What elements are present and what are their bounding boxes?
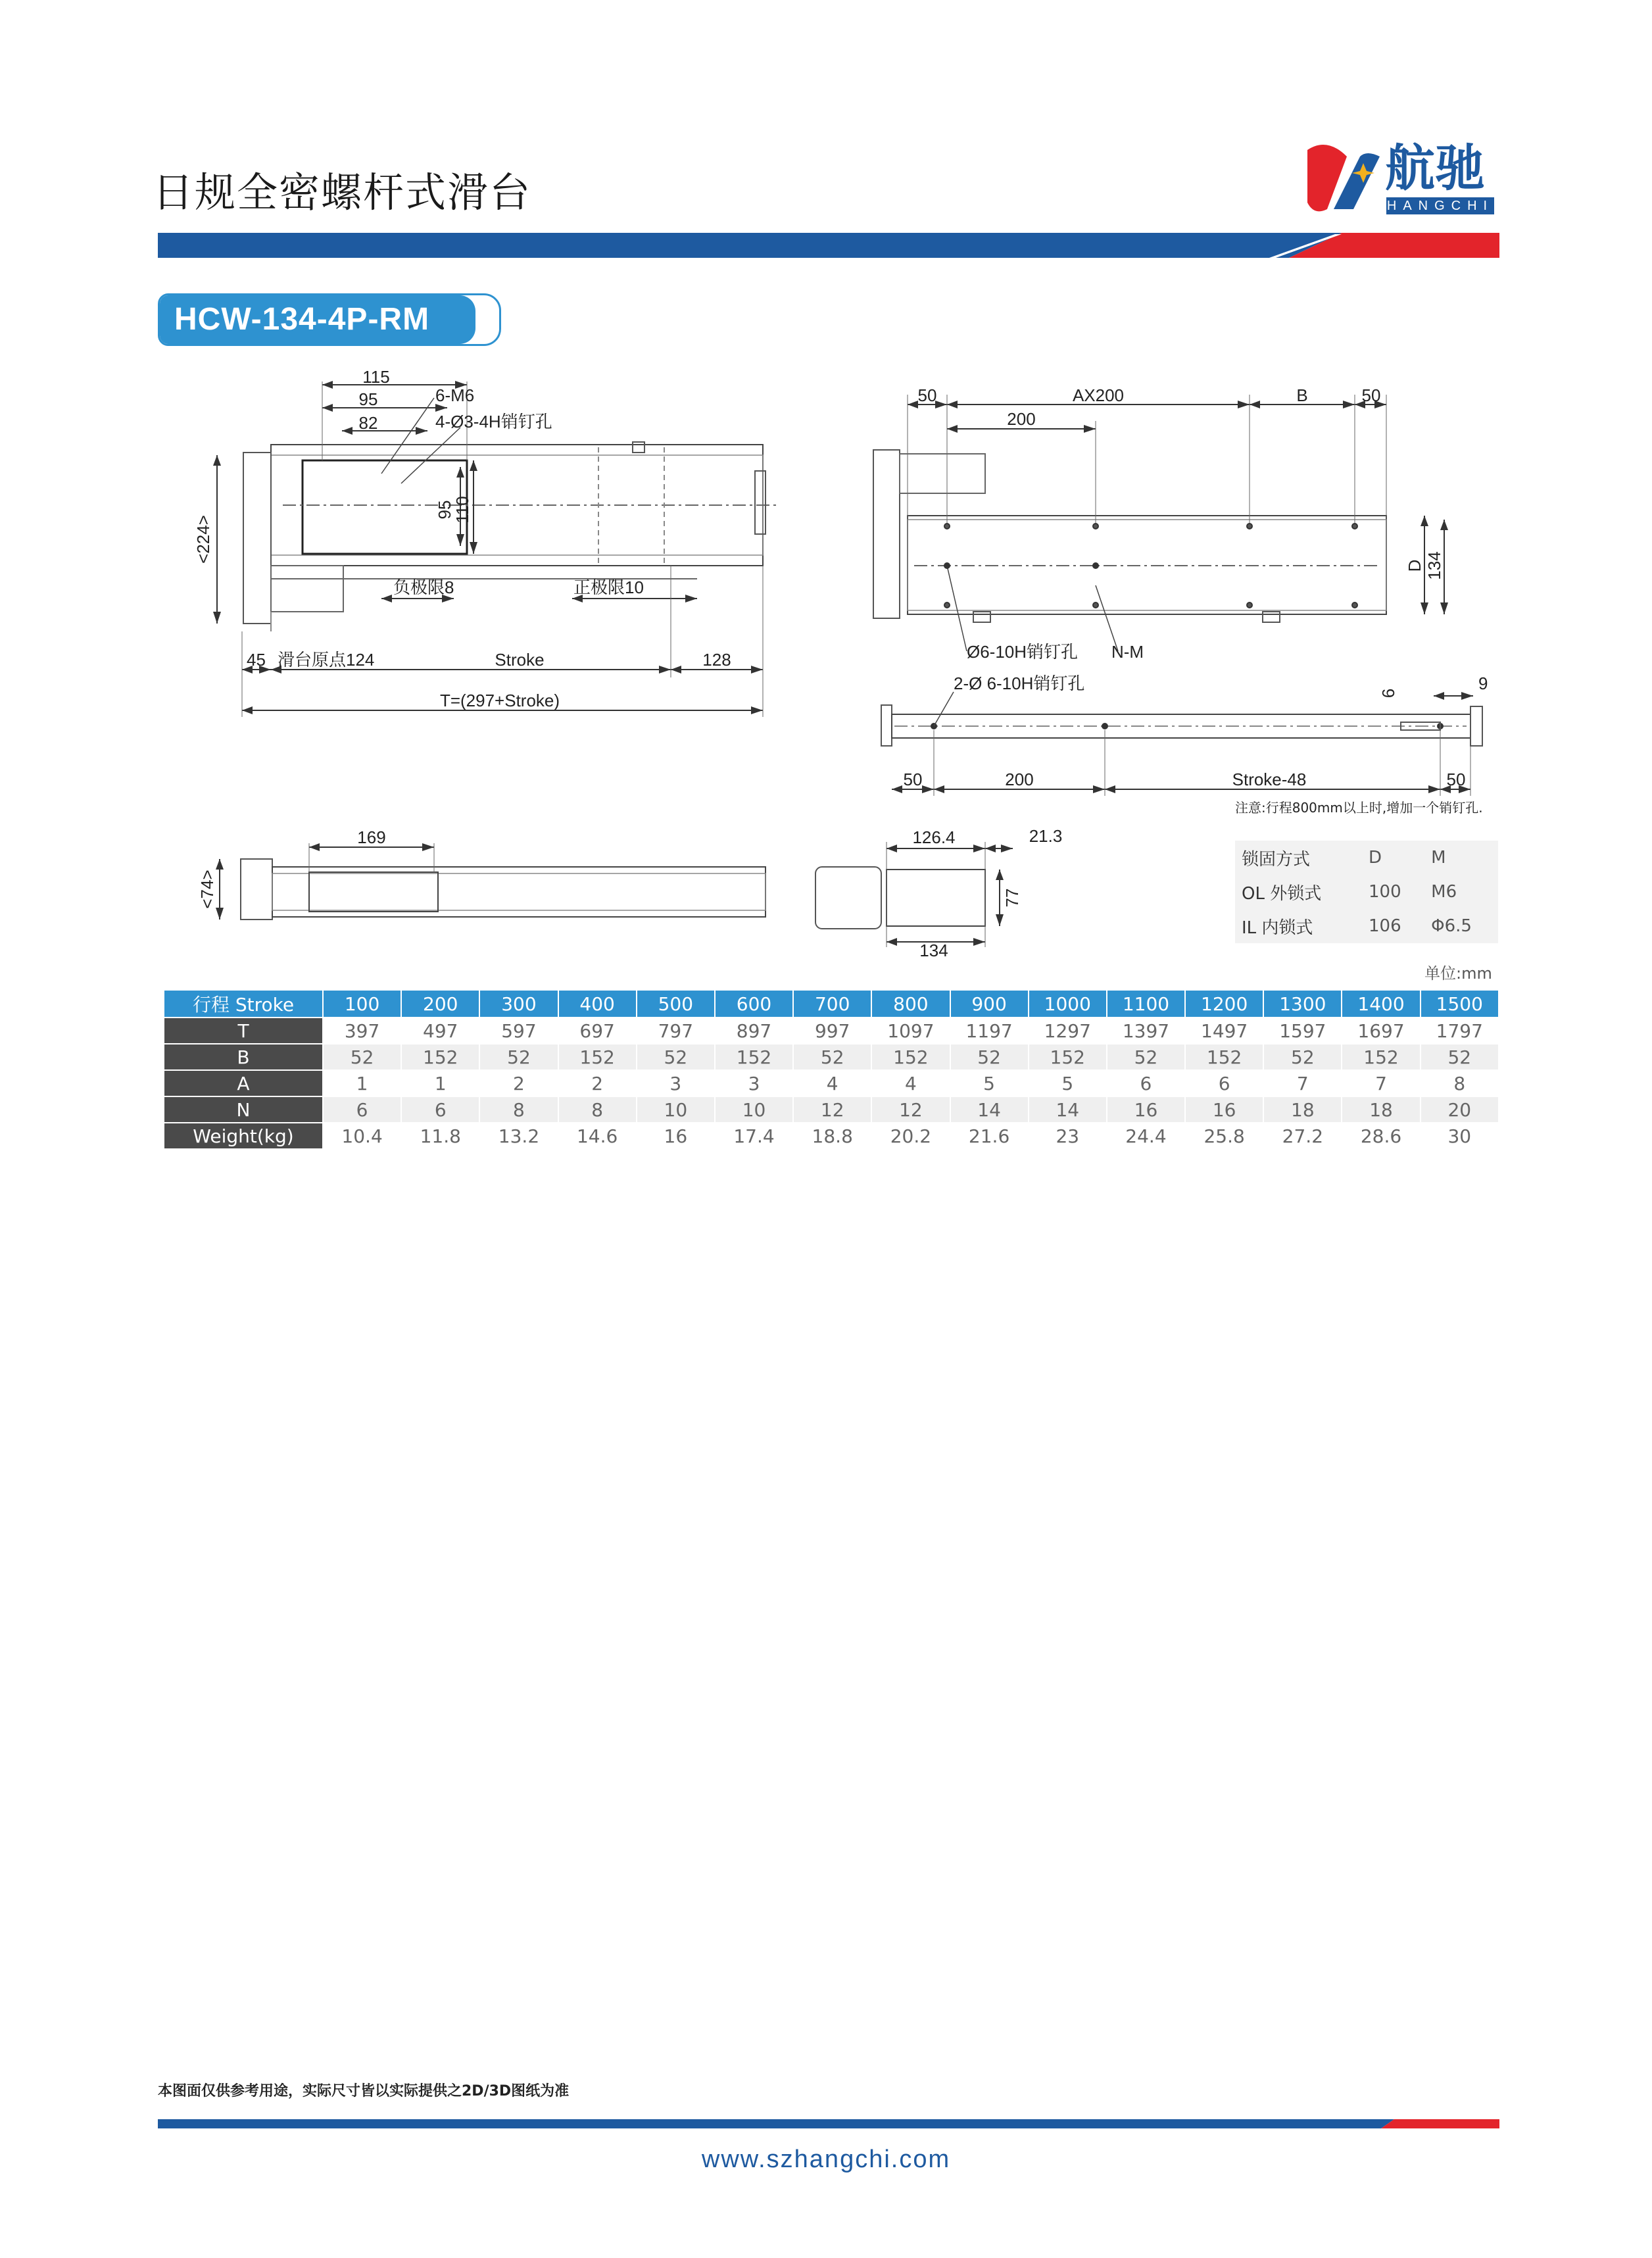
spec-value-cell: 997: [793, 1018, 871, 1044]
spec-row: [164, 1070, 1499, 1096]
spec-stroke-cell: 900: [950, 991, 1029, 1018]
spec-value-cell: 152: [715, 1044, 793, 1070]
spec-value-cell: 897: [715, 1018, 793, 1044]
spec-value-cell: 24.4: [1107, 1123, 1185, 1149]
spec-value-cell: 52: [637, 1044, 715, 1070]
spec-stroke-cell: 1400: [1342, 991, 1420, 1018]
lock-cell: Φ6.5: [1431, 916, 1472, 936]
end-view-drawing: [815, 842, 1013, 947]
front-view-drawing: [220, 843, 765, 920]
dim-45: 45: [247, 650, 266, 670]
positive-limit-label: 正极限10: [573, 577, 644, 597]
spec-value-cell: 5: [950, 1070, 1029, 1096]
spec-value-cell: 152: [1342, 1044, 1420, 1070]
spec-row-label: T: [164, 1018, 323, 1044]
spec-value-cell: 11.8: [401, 1123, 479, 1149]
spec-value-cell: 497: [401, 1018, 479, 1044]
spec-value-cell: 10: [715, 1096, 793, 1123]
spec-stroke-cell: 800: [871, 991, 950, 1018]
unit-label: 单位:mm: [1424, 964, 1492, 983]
spec-value-cell: 2: [479, 1070, 558, 1096]
spec-value-cell: 16: [1185, 1096, 1263, 1123]
website-link[interactable]: www.szhangchi.com: [701, 2146, 951, 2173]
spec-value-cell: 52: [1263, 1044, 1342, 1070]
spec-stroke-cell: 1000: [1029, 991, 1107, 1018]
spec-value-cell: 21.6: [950, 1123, 1029, 1149]
spec-value-cell: 13.2: [479, 1123, 558, 1149]
bottom-dim-50-left: 50: [903, 770, 923, 789]
spec-value-cell: 16: [637, 1123, 715, 1149]
spec-value-cell: 23: [1029, 1123, 1107, 1149]
spec-value-cell: 25.8: [1185, 1123, 1263, 1149]
spec-value-cell: 1497: [1185, 1018, 1263, 1044]
pin-hole-label: 4-Ø3-4H销钉孔: [435, 412, 552, 431]
spec-value-cell: 6: [1107, 1070, 1185, 1096]
spec-value-cell: 2: [558, 1070, 637, 1096]
spec-value-cell: 152: [1185, 1044, 1263, 1070]
bottom-dim-stroke-48: Stroke-48: [1232, 770, 1307, 789]
spec-value-cell: 16: [1107, 1096, 1185, 1123]
spec-row: [164, 1123, 1499, 1149]
spec-value-cell: 8: [558, 1096, 637, 1123]
total-length-label: T=(297+Stroke): [439, 691, 560, 710]
dim-110: 110: [452, 496, 472, 524]
spec-value-cell: 1397: [1107, 1018, 1185, 1044]
side-dim-200: 200: [1007, 409, 1036, 429]
side-dim-b: B: [1296, 385, 1308, 405]
spec-value-cell: 52: [1107, 1044, 1185, 1070]
side-nm-label: N-M: [1111, 642, 1144, 662]
dim-95: 95: [358, 389, 378, 409]
spec-value-cell: 597: [479, 1018, 558, 1044]
spec-value-cell: 1097: [871, 1018, 950, 1044]
spec-value-cell: 6: [401, 1096, 479, 1123]
lock-cell: D: [1368, 848, 1382, 868]
spec-stroke-cell: 1100: [1107, 991, 1185, 1018]
spec-value-cell: 52: [793, 1044, 871, 1070]
spec-stroke-cell: 400: [558, 991, 637, 1018]
dim-82: 82: [358, 413, 378, 433]
slide-origin-label: 滑台原点124: [278, 650, 375, 670]
spec-value-cell: 14: [1029, 1096, 1107, 1123]
bottom-dim-50-right: 50: [1446, 770, 1466, 789]
spec-value-cell: 18.8: [793, 1123, 871, 1149]
spec-value-cell: 697: [558, 1018, 637, 1044]
spec-value-cell: 52: [1421, 1044, 1499, 1070]
spec-value-cell: 6: [323, 1096, 401, 1123]
lock-row: [1235, 909, 1498, 943]
spec-table: [164, 991, 1499, 1150]
spec-header-label: 行程 Stroke: [164, 991, 323, 1018]
spec-value-cell: 28.6: [1342, 1123, 1420, 1149]
spec-value-cell: 52: [950, 1044, 1029, 1070]
spec-value-cell: 1: [401, 1070, 479, 1096]
spec-row: [164, 1044, 1499, 1070]
spec-value-cell: 14.6: [558, 1123, 637, 1149]
spec-row-label: A: [164, 1070, 323, 1096]
spec-value-cell: 10: [637, 1096, 715, 1123]
tap-label: 6-M6: [435, 385, 475, 405]
stroke-label: Stroke: [495, 650, 545, 670]
spec-value-cell: 8: [479, 1096, 558, 1123]
end-dim-134: 134: [919, 941, 948, 960]
dim-224: <224>: [193, 515, 213, 564]
lock-cell: 106: [1368, 916, 1401, 936]
spec-row-label: B: [164, 1044, 323, 1070]
spec-value-cell: 3: [715, 1070, 793, 1096]
spec-value-cell: 20: [1421, 1096, 1499, 1123]
spec-value-cell: 18: [1342, 1096, 1420, 1123]
technical-drawings: [0, 0, 1652, 987]
spec-value-cell: 152: [558, 1044, 637, 1070]
spec-value-cell: 1197: [950, 1018, 1029, 1044]
side-dim-50-left: 50: [917, 385, 937, 405]
spec-value-cell: 152: [401, 1044, 479, 1070]
spec-stroke-cell: 500: [637, 991, 715, 1018]
spec-value-cell: 4: [793, 1070, 871, 1096]
dim-128: 128: [702, 650, 731, 670]
brand-name-en: HANGCHI: [1386, 199, 1494, 213]
spec-value-cell: 1297: [1029, 1018, 1107, 1044]
spec-value-cell: 10.4: [323, 1123, 401, 1149]
side-view-drawing: [873, 395, 1444, 651]
end-dim-21: 21.3: [1029, 826, 1063, 846]
lock-type-table: [1235, 841, 1498, 943]
spec-value-cell: 12: [793, 1096, 871, 1123]
spec-stroke-cell: 100: [323, 991, 401, 1018]
lock-row: [1235, 875, 1498, 909]
bottom-pin-label: 2-Ø 6-10H销钉孔: [954, 674, 1085, 693]
spec-stroke-cell: 1300: [1263, 991, 1342, 1018]
end-dim-77: 77: [1002, 888, 1022, 908]
spec-value-cell: 1: [323, 1070, 401, 1096]
spec-value-cell: 52: [323, 1044, 401, 1070]
spec-value-cell: 18: [1263, 1096, 1342, 1123]
dim-115: 115: [362, 367, 390, 387]
brand-name-cn: 航驰: [1385, 139, 1485, 197]
spec-value-cell: 6: [1185, 1070, 1263, 1096]
side-dim-50-right: 50: [1361, 385, 1381, 405]
bottom-dim-200: 200: [1005, 770, 1034, 789]
model-name: HCW-134-4P-RM: [174, 302, 430, 337]
front-dim-169: 169: [357, 827, 386, 847]
spec-value-cell: 152: [1029, 1044, 1107, 1070]
spec-value-cell: 1597: [1263, 1018, 1342, 1044]
spec-value-cell: 14: [950, 1096, 1029, 1123]
spec-stroke-cell: 300: [479, 991, 558, 1018]
spec-value-cell: 797: [637, 1018, 715, 1044]
spec-value-cell: 7: [1342, 1070, 1420, 1096]
side-pin-label: Ø6-10H销钉孔: [967, 642, 1079, 662]
spec-value-cell: 3: [637, 1070, 715, 1096]
spec-value-cell: 30: [1421, 1123, 1499, 1149]
spec-value-cell: 20.2: [871, 1123, 950, 1149]
disclaimer: 本图面仅供参考用途，实际尺寸皆以实际提供之2D/3D图纸为准: [158, 2083, 570, 2099]
lock-cell: 100: [1368, 882, 1401, 902]
spec-row-label: Weight(kg): [164, 1123, 323, 1149]
end-dim-126: 126.4: [912, 827, 956, 847]
spec-value-cell: 7: [1263, 1070, 1342, 1096]
bottom-dim-6: 6: [1378, 688, 1398, 699]
lock-cell: M6: [1431, 882, 1457, 902]
lock-cell: M: [1431, 848, 1446, 868]
dim-95-vertical: 95: [435, 500, 454, 520]
spec-value-cell: 397: [323, 1018, 401, 1044]
side-dim-134: 134: [1424, 551, 1444, 580]
side-dim-ax: AX200: [1072, 385, 1125, 405]
spec-value-cell: 1797: [1421, 1018, 1499, 1044]
spec-stroke-cell: 1500: [1421, 991, 1499, 1018]
lock-row: [1235, 841, 1498, 875]
spec-row: [164, 1018, 1499, 1044]
spec-stroke-cell: 1200: [1185, 991, 1263, 1018]
spec-value-cell: 1697: [1342, 1018, 1420, 1044]
lock-cell: OL 外锁式: [1242, 883, 1322, 904]
spec-row-label: N: [164, 1096, 323, 1123]
spec-value-cell: 27.2: [1263, 1123, 1342, 1149]
front-dim-74: <74>: [197, 870, 217, 909]
spec-value-cell: 4: [871, 1070, 950, 1096]
spec-value-cell: 152: [871, 1044, 950, 1070]
pin-hole-note: 注意:行程800mm以上时,增加一个销钉孔.: [1235, 800, 1483, 816]
lock-cell: IL 内锁式: [1242, 918, 1313, 938]
bottom-dim-9: 9: [1478, 674, 1488, 693]
spec-value-cell: 12: [871, 1096, 950, 1123]
spec-stroke-cell: 200: [401, 991, 479, 1018]
spec-value-cell: 17.4: [715, 1123, 793, 1149]
spec-row: [164, 1096, 1499, 1123]
spec-header-row: [164, 991, 1499, 1018]
spec-value-cell: 8: [1421, 1070, 1499, 1096]
side-dim-d: D: [1405, 559, 1424, 572]
spec-value-cell: 5: [1029, 1070, 1107, 1096]
spec-stroke-cell: 700: [793, 991, 871, 1018]
page-title: 日规全密螺杆式滑台: [153, 168, 532, 216]
lock-cell: 锁固方式: [1242, 849, 1311, 870]
footer-color-bar: [158, 2119, 1499, 2128]
negative-limit-label: 负极限8: [393, 577, 454, 597]
bottom-view-drawing: [881, 692, 1482, 796]
spec-value-cell: 52: [479, 1044, 558, 1070]
spec-stroke-cell: 600: [715, 991, 793, 1018]
